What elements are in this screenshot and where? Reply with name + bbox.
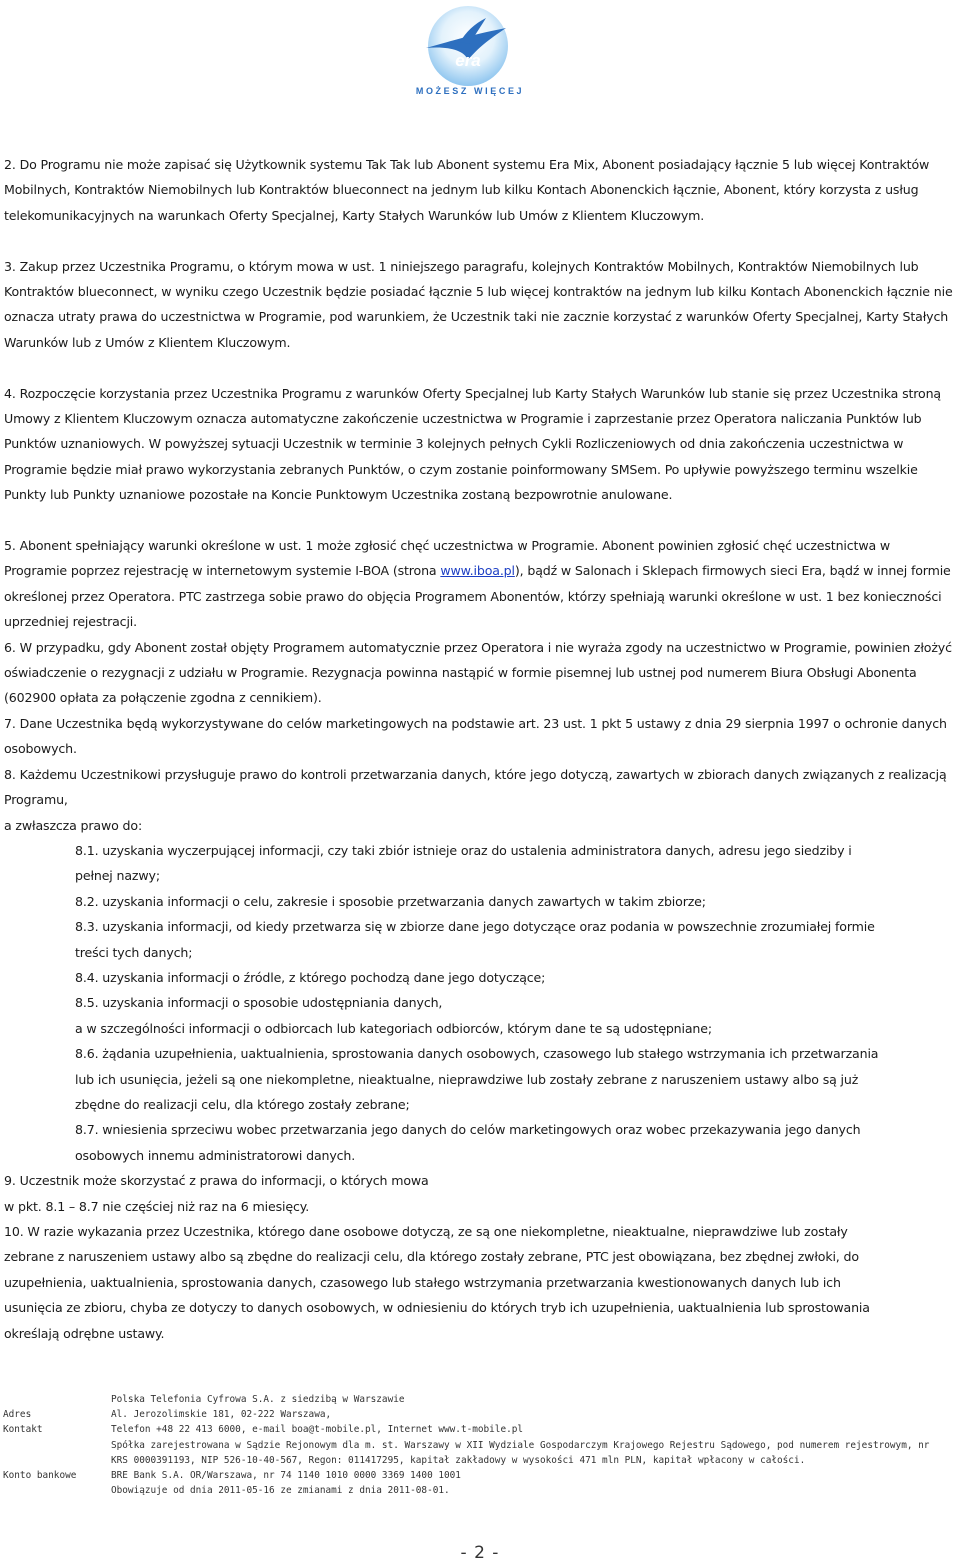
paragraph-8: 8. Każdemu Uczestnikowi przysługuje prawo do kontroli przetwarzania danych, które jego dotyczą, zawartych w zbiorach danych związanych z realizacją Programu, (4, 766, 947, 808)
paragraph-5: 5. Abonent spełniający warunki określone w ust. 1 może zgłosić chęć uczestnictwa w Programie. Abonent powinien zgłosić chęć uczestnictwa w Programie poprzez rejestrację w internetowym systemie I-BOA (strona www.iboa.pl), bądź w Salonach i Sklepach firmowych sieci Era, bądź w innej formie określonej przez Operatora. PTC zastrzega sobie prawo do objęcia Programem Abonentów, którzy spełniają warunki określone w ust. 1 bez konieczności uprzedniej rejestracji. (4, 538, 951, 630)
footer-address: Al. Jerozolimskie 181, 02-222 Warszawa, (111, 1409, 332, 1421)
paragraph-9-cont: w pkt. 8.1 – 8.7 nie częściej niż raz na 6 miesięcy. (4, 1198, 310, 1214)
paragraph-7: 7. Dane Uczestnika będą wykorzystywane do celów marketingowych na podstawie art. 23 ust. 1 pkt 5 ustawy z dnia 29 sierpnia 1997 o ochronie danych osobowych. (4, 715, 947, 757)
footer-registry-1: Spółka zarejestrowana w Sądzie Rejonowym dla m. st. Warszawy w XII Wydziale Gospodarczym Krajowego Rejestru Sądowego, pod numerem rejestrowym, nr (111, 1439, 930, 1451)
item-8-7: 8.7. wniesienia sprzeciwu wobec przetwarzania jego danych do celów marketingowych oraz wobec przekazywania jego danych osobowych innemu administratorowi danych. (75, 1122, 861, 1163)
footer-valid: Obowiązuje od dnia 2011-05-16 ze zmianami z dnia 2011-08-01. (111, 1485, 450, 1497)
paragraph-10: 10. W razie wykazania przez Uczestnika, którego dane osobowe dotyczą, ze są one niekompletne, nieaktualne, nieprawdziwe lub zostały zebrane z naruszeniem ustawy albo są zbędne do realizacji celu, dla którego zostały zebrane, PTC jest obowiązana, bez zbędnej zwłoki, do uzupełnienia, uaktualnienia, sprostowania danych, czasowego lub stałego wstrzymania przetwarzania kwestionowanych danych lub ich usunięcia ze zbioru, chyba ze dotyczy to danych osobowych, w odniesieniu do których tryb ich uzupełnienia, uaktualnienia lub sprostowania określają odrębne ustawy. (4, 1224, 870, 1341)
footer-registry-2: KRS 0000391193, NIP 526-10-40-567, Regon: 011417295, kapitał zakładowy w wysokości 471 mln PLN, kapitał wpłacony w całości. (111, 1454, 806, 1466)
footer-address-label: Adres (3, 1409, 32, 1421)
item-8-4: 8.4. uzyskania informacji o źródle, z którego pochodzą dane jego dotyczące; (75, 969, 546, 985)
footer-bank: BRE Bank S.A. OR/Warszawa, nr 74 1140 1010 0000 3369 1400 1001 (111, 1470, 461, 1482)
footer-company: Polska Telefonia Cyfrowa S.A. z siedzibą w Warszawie (111, 1394, 405, 1405)
item-8-2: 8.2. uzyskania informacji o celu, zakresie i sposobie przetwarzania danych zawartych w takim zbiorze; (75, 893, 706, 909)
footer-contact: Telefon +48 22 413 6000, e-mail boa@t-mobile.pl, Internet www.t-mobile.pl (111, 1424, 524, 1436)
document-body (4, 152, 956, 1346)
paragraph-9: 9. Uczestnik może skorzystać z prawa do informacji, o których mowa (4, 1173, 429, 1189)
iboa-link[interactable]: www.iboa.pl (440, 563, 515, 579)
paragraph-8-intro: a zwłaszcza prawo do: (4, 817, 143, 833)
paragraph-6: 6. W przypadku, gdy Abonent został objęty Programem automatycznie przez Operatora i nie wyraża zgody na uczestnictwo w Programie, powinien złożyć oświadczenie o rezygnacji z udziału w Programie. Rezygnacja powinna nastąpić w formie pisemnej lub ustnej pod numerem Biura Obsługi Abonenta (602900 opłata za połączenie zgodna z cennikiem). (4, 639, 952, 706)
paragraph-2: 2. Do Programu nie może zapisać się Użytkownik systemu Tak Tak lub Abonent systemu Era Mix, Abonent posiadający łącznie 5 lub więcej Kontraktów Mobilnych, Kontraktów Niemobilnych lub Kontraktów blueconnect na jednym lub kilku Kontach Abonenckich łącznie, Abonent, który korzysta z usług telekomunikacyjnych na warunkach Oferty Specjalnej, Karty Stałych Warunków lub Umów z Klientem Kluczowym. (4, 157, 930, 223)
item-8-5: 8.5. uzyskania informacji o sposobie udostępniania danych, (75, 995, 443, 1011)
item-8-1: 8.1. uzyskania wyczerpującej informacji, czy taki zbiór istnieje oraz do ustalenia administratora danych, adresu jego siedziby i pełnej nazwy; (75, 842, 852, 884)
item-8-6: 8.6. żądania uzupełnienia, uaktualnienia, sprostowania danych osobowych, czasowego lub stałego wstrzymania ich przetwarzania lub ich usunięcia, jeżeli są one niekompletne, nieaktualne, nieprawdziwe lub zostały zebrane z naruszeniem ustawy albo są już zbędne do realizacji celu, dla którego zostały zebrane; (75, 1046, 879, 1112)
page-number: - 2 - (460, 1543, 500, 1563)
footer (3, 1392, 958, 1498)
footer-contact-label: Kontakt (3, 1424, 43, 1436)
item-8-5-detail: a w szczególności informacji o odbiorcach lub kategoriach odbiorców, którym dane te są udostępniane; (75, 1020, 712, 1036)
paragraph-4: 4. Rozpoczęcie korzystania przez Uczestnika Programu z warunków Oferty Specjalnej lub Karty Stałych Warunków lub stanie się przez Uczestnika stroną Umowy z Klientem Kluczowym oznacza automatyczne zakończenie uczestnictwa w Programie i zaprzestanie przez Operatora naliczania Punktów lub Punktów uznaniowych. W powyższej sytuacji Uczestnik w terminie 3 kolejnych pełnych Cykli Rozliczeniowych od dnia zakończenia uczestnictwa w Programie będzie miał prawo wykorzystania zebranych Punktów, o czym zostanie poinformowany SMSem. Po upływie powyższego terminu wszelkie Punkty lub Punkty uznaniowe pozostałe na Koncie Punktowym Uczestnika zostaną bezpowrotnie anulowane. (4, 385, 941, 503)
footer-bank-label: Konto bankowe (3, 1470, 77, 1482)
item-8-3: 8.3. uzyskania informacji, od kiedy przetwarza się w zbiorze dane jego dotyczące oraz podania w powszechnie zrozumiałej formie treści tych danych; (75, 919, 875, 960)
svg-text:era: era (455, 51, 481, 70)
paragraph-3: 3. Zakup przez Uczestnika Programu, o którym mowa w ust. 1 niniejszego paragrafu, kolejnych Kontraktów Mobilnych, Kontraktów Niemobilnych lub Kontraktów blueconnect, w wyniku czego Uczestnik będzie posiadać łącznie 5 lub więcej kontraktów na jednym lub kilku Kontach Abonenckich łącznie nie oznacza utraty prawa do uczestnictwa w Programie, pod warunkiem, że Uczestnik taki nie zacznie korzystać z warunków Oferty Specjalnej, Karty Stałych Warunków lub z Umów z Klientem Kluczowym. (4, 258, 953, 350)
logo-tagline: MOŻESZ WIĘCEJ (415, 86, 525, 96)
